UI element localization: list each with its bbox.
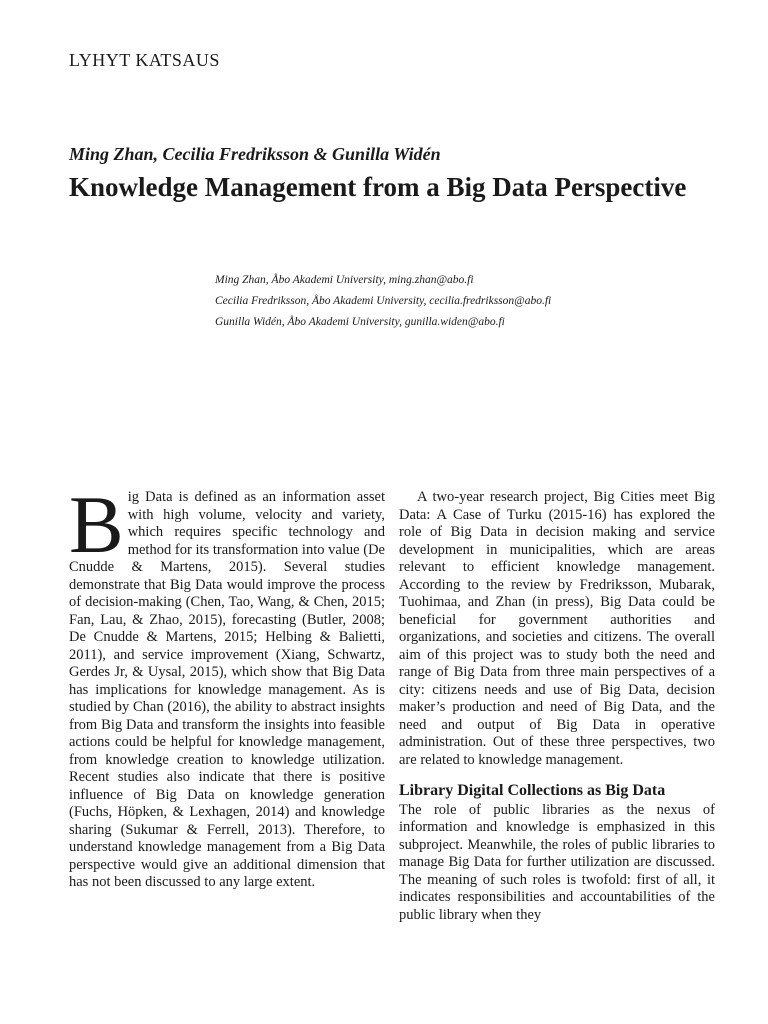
affiliations [215,270,551,333]
section-heading: Library Digital Collections as Big Data [399,782,666,799]
affiliation-line: Ming Zhan, Åbo Akademi University, ming.zhan@abo.fi [215,274,474,286]
library-paragraph: The role of public libraries as the nexus of information and knowledge is emphasized in this subproject. Meanwhile, the roles of public libraries to manage Big Data for further utilization are discussed. The meaning of such roles is twofold: first of all, it indicates responsibilities and accountabilities of the public library when they [399,801,715,923]
affiliation-line: Cecilia Fredriksson, Åbo Akademi University, cecilia.fredriksson@abo.fi [215,295,552,307]
left-column [69,479,385,892]
affiliation-line: Gunilla Widén, Åbo Akademi University, gunilla.widen@abo.fi [215,316,505,328]
article-title: Knowledge Management from a Big Data Perspective [69,172,687,202]
intro-paragraph: ig Data is defined as an information asset with high volume, velocity and variety, which requires specific technology and method for its transformation into value (De Cnudde & Martens, 2015). Several studies demonstrate that Big Data would improve the process of decision-making (Chen, Tao, Wang, & Chen, 2015; Fan, Lau, & Zhao, 2015), forecasting (Butler, 2008; De Cnudde & Martens, 2015; Helbing & Balietti, 2011), and service improvement (Xiang, Schwartz, Gerdes Jr, & Uysal, 2015), which show that Big Data has implications for knowledge management. As is studied by Chan (2016), the ability to abstract insights from Big Data and transform the insights into feasible actions could be helpful for knowledge management, from knowledge creation to knowledge utilization. Recent studies also indicate that there is positive influence of Big Data on knowledge generation (Fuchs, Höpken, & Lexhagen, 2014) and knowledge sharing (Sukumar & Ferrell, 2013). Therefore, to understand knowledge management from a Big Data perspective would give an additional dimension that has not been discussed to any large extent. [69,489,385,890]
section-label: LYHYT KATSAUS [69,50,220,70]
drop-cap: B [69,479,124,570]
right-column [399,489,715,924]
project-paragraph: A two-year research project, Big Cities meet Big Data: A Case of Turku (2015-16) has explored the role of Big Data in decision making and service development in municipalities, which are areas relevant to efficient knowledge management. According to the review by Fredriksson, Mubarak, Tuohimaa, and Zhan (in press), Big Data could be beneficial for government authorities and organizations, and societies and citizens. The overall aim of this project was to study both the need and range of Big Data from three main perspectives of a city: citizens needs and use of Big Data, decision maker’s production and need of Big Data, and the need and output of Big Data in operative administration. Out of these three perspectives, two are related to knowledge management. [399,489,715,768]
article-authors: Ming Zhan, Cecilia Fredriksson & Gunilla Widén [69,144,441,164]
